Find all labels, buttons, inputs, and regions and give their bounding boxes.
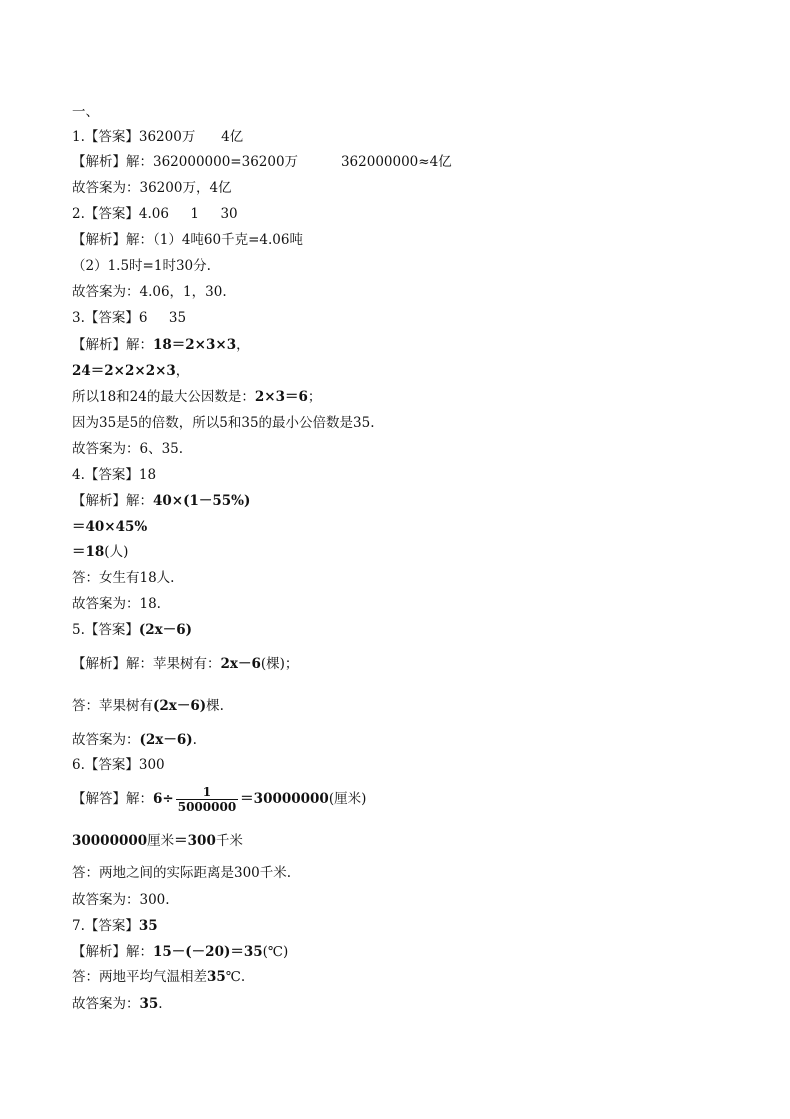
q6-answer-summary: 故答案为：300. — [72, 892, 170, 908]
q4-l3-math: ＝18 — [72, 544, 105, 560]
q6-l1-math-a: 6÷ — [153, 791, 174, 807]
q4-answer: 4.【答案】18 — [72, 467, 157, 483]
q6-answer: 6.【答案】300 — [72, 757, 165, 773]
q5-answer-prefix: 5.【答案】 — [72, 622, 139, 638]
text-line: 故答案为：36200万，4亿 — [72, 180, 232, 196]
q5-l2-math: (2x－6) — [153, 698, 207, 714]
q6-analysis-line2 — [72, 832, 243, 850]
q4-analysis-line4: 答：女生有18人. — [72, 570, 175, 586]
q5-answer-summary — [72, 731, 197, 749]
q7-answer-summary — [72, 995, 163, 1013]
q7-l2-suffix: ℃. — [225, 969, 246, 985]
q3-l3-prefix: 所以18和24的最大公因数是： — [72, 389, 255, 405]
q7-analysis-line1 — [72, 943, 288, 961]
text-line: 故答案为：4.06，1，30. — [72, 284, 227, 300]
q3-answer-summary: 故答案为：6、35. — [72, 441, 184, 457]
q7-l1-prefix: 【解析】解： — [72, 944, 153, 960]
q5-l1-math: 2x－6 — [220, 656, 261, 672]
q7-l1-math: 15－(－20)＝35 — [153, 944, 263, 960]
q4-analysis-line3 — [72, 543, 128, 561]
q5-l2-prefix: 答：苹果树有 — [72, 698, 153, 714]
q5-analysis-line2 — [72, 697, 224, 715]
q7-l3-math: 35 — [139, 996, 159, 1012]
text-line: 【解析】解：（1）4吨60千克=4.06吨 — [72, 232, 303, 248]
q4-analysis-line1 — [72, 492, 250, 510]
q6-analysis-line3: 答：两地之间的实际距离是300千米. — [72, 865, 292, 881]
q4-analysis-line2 — [72, 518, 147, 536]
q6-l2-math-a: 30000000 — [72, 833, 148, 849]
text-line: 1.【答案】36200万 4亿 — [72, 129, 244, 145]
q6-fraction — [176, 785, 238, 814]
q7-l3-suffix: . — [158, 996, 163, 1012]
q5-answer-math: (2x－6) — [138, 622, 193, 638]
q6-l1-prefix: 【解答】解： — [72, 791, 153, 807]
q6-l2-unit-b: 千米 — [215, 833, 243, 849]
q4-l2-math: ＝40×45% — [72, 519, 148, 535]
q5-l1-prefix: 【解析】解：苹果树有： — [72, 656, 221, 672]
q5-analysis-line1 — [72, 655, 298, 673]
q3-analysis-line4: 因为35是5的倍数，所以5和35的最小公倍数是35. — [72, 415, 375, 431]
q7-l1-suffix: (℃) — [262, 944, 289, 960]
q5-l3-suffix: . — [192, 732, 197, 748]
q3-l1-suffix: ， — [236, 337, 250, 353]
q6-l2-math-b: ＝300 — [174, 833, 216, 849]
q6-fraction-numerator: 1 — [176, 785, 238, 800]
q5-l1-suffix: (棵)； — [260, 656, 299, 672]
q7-answer-math: 35 — [138, 918, 158, 934]
section-heading: 一、 — [72, 104, 99, 120]
q3-l1-prefix: 【解析】解： — [72, 337, 153, 353]
q4-l1-prefix: 【解析】解： — [72, 493, 153, 509]
q7-analysis-line2 — [72, 968, 245, 986]
q6-fraction-denominator: 5000000 — [177, 800, 237, 814]
q7-l3-prefix: 故答案为： — [72, 996, 140, 1012]
q7-answer — [72, 917, 158, 935]
q3-l3-suffix: ； — [307, 389, 322, 405]
text-line: （2）1.5时=1时30分. — [72, 258, 211, 274]
q5-l2-suffix: 棵. — [206, 698, 224, 714]
q5-l3-prefix: 故答案为： — [72, 732, 140, 748]
q3-analysis-line3 — [72, 388, 321, 406]
q7-l2-prefix: 答：两地平均气温相差 — [72, 969, 207, 985]
q6-analysis-line1 — [72, 782, 366, 816]
q3-l3-math: 2×3＝6 — [254, 389, 308, 405]
q7-answer-prefix: 7.【答案】 — [72, 918, 139, 934]
q5-l3-math: (2x－6) — [139, 732, 193, 748]
q4-answer-summary: 故答案为：18. — [72, 596, 161, 612]
q4-l3-suffix: (人) — [104, 544, 129, 560]
q7-l2-math: 35 — [207, 969, 226, 985]
q3-l2-suffix: ， — [175, 363, 190, 379]
text-line: 【解析】解：362000000=36200万 362000000≈4亿 — [72, 154, 452, 170]
q5-answer — [72, 621, 192, 639]
q6-l1-math-b: ＝30000000 — [240, 791, 329, 807]
q6-l2-unit-a: 厘米 — [147, 833, 175, 849]
text-line: 2.【答案】4.06 1 30 — [72, 206, 238, 222]
q4-l1-math: 40×(1－55%) — [153, 493, 251, 509]
q3-analysis-line1 — [72, 336, 250, 354]
q3-l2-math: 24＝2×2×2×3 — [72, 363, 176, 379]
text-line: 3.【答案】6 35 — [72, 310, 187, 326]
q3-analysis-line2 — [72, 362, 189, 380]
q3-l1-math: 18＝2×3×3 — [153, 337, 237, 353]
q6-l1-suffix: (厘米) — [328, 791, 367, 807]
